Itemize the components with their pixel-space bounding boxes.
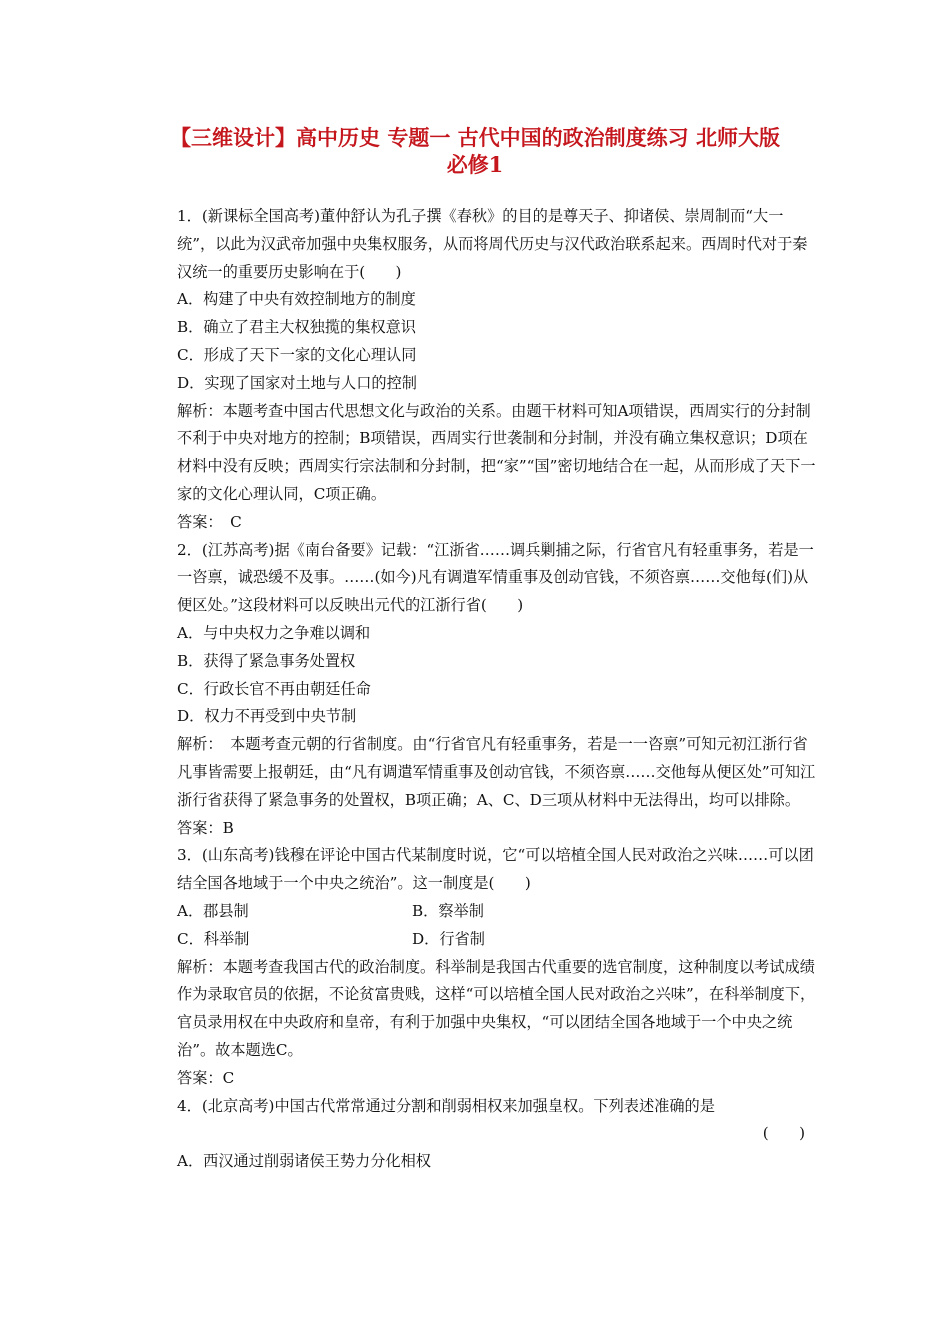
question-1-option-b: B．确立了君主大权独揽的集权意识 bbox=[177, 318, 416, 337]
title-line-2: 必修1 bbox=[446, 152, 504, 177]
question-1-analysis: 解析：本题考查中国古代思想文化与政治的关系。由题干材料可知A项错误，西周实行的分封制不利于中央对地方的控制；B项错误，西周实行世袭制和分封制，并没有确立集权意识；D项在材料中没有反映；西周实行宗法制和分封制，把“家”“国”密切地结合在一起，从而形成了天下一家的文化心理认同，C项正确。 bbox=[177, 401, 816, 503]
question-2-stem: 2．(江苏高考)据《南台备要》记载：“江浙省……调兵剿捕之际，行省官凡有轻重事务，若是一一咨禀，诚恐缓不及事。……(如今)凡有调遣军情重事及创动官钱，不须咨禀……交他每(们)从便区处。”这段材料可以反映出元代的江浙行省( ) bbox=[177, 540, 814, 615]
question-3-option-c: C．科举制 bbox=[177, 929, 250, 948]
question-4-stem: 4．(北京高考)中国古代常常通过分割和削弱相权来加强皇权。下列表述准确的是 bbox=[177, 1096, 715, 1115]
question-2-option-d: D．权力不再受到中央节制 bbox=[177, 707, 357, 726]
question-1-option-c: C．形成了天下一家的文化心理认同 bbox=[177, 345, 417, 364]
document-title bbox=[120, 124, 830, 178]
question-3-option-b: B．察举制 bbox=[412, 901, 484, 920]
title-line-1: 【三维设计】高中历史 专题一 古代中国的政治制度练习 北师大版 bbox=[170, 125, 780, 150]
question-3-option-d: D．行省制 bbox=[412, 929, 485, 948]
question-2-analysis: 解析： 本题考查元朝的行省制度。由“行省官凡有轻重事务，若是一一咨禀”可知元初江浙行省凡事皆需要上报朝廷，由“凡有调遣军情重事及创动官钱，不须咨禀……交他每从便区处”可知江浙行省获得了紧急事务的处置权，B项正确；A、C、D三项从材料中无法得出，均可以排除。 bbox=[177, 735, 816, 809]
question-1-answer: 答案： C bbox=[177, 512, 242, 531]
question-1-stem: 1．(新课标全国高考)董仲舒认为孔子撰《春秋》的目的是尊天子、抑诸侯、崇周制而“大一统”，以此为汉武帝加强中央集权服务，从而将周代历史与汉代政治联系起来。西周时代对于秦汉统一的重要历史影响在于( ) bbox=[177, 207, 808, 281]
document-body bbox=[177, 203, 817, 1176]
question-1-option-a: A．构建了中央有效控制地方的制度 bbox=[177, 290, 416, 309]
question-3-analysis: 解析：本题考查我国古代的政治制度。科举制是我国古代重要的选官制度，这种制度以考试成绩作为录取官员的依据，不论贫富贵贱，这样“可以培植全国人民对政治之兴味”，在科举制度下，官员录用权在中央政府和皇帝，有利于加强中央集权，“可以团结全国各地域于一个中央之统治”。故本题选C。 bbox=[177, 957, 816, 1059]
question-1-option-d: D．实现了国家对土地与人口的控制 bbox=[177, 373, 417, 392]
question-3-option-a: A．郡县制 bbox=[177, 901, 249, 920]
question-4-option-a: A．西汉通过削弱诸侯王势力分化相权 bbox=[177, 1152, 431, 1171]
question-2-option-a: A．与中央权力之争难以调和 bbox=[177, 623, 371, 642]
question-3-options-row-2 bbox=[177, 926, 817, 954]
question-3-stem: 3．(山东高考)钱穆在评论中国古代某制度时说，它“可以培植全国人民对政治之兴味……可以团结全国各地域于一个中央之统治”。这一制度是( ) bbox=[177, 846, 814, 893]
question-4-answer-blank: ( ) bbox=[762, 1124, 805, 1143]
question-2-answer: 答案：B bbox=[177, 818, 234, 837]
question-2-option-b: B．获得了紧急事务处置权 bbox=[177, 651, 356, 670]
question-3-answer: 答案：C bbox=[177, 1068, 235, 1087]
question-3-options-row-1 bbox=[177, 898, 817, 926]
question-2-option-c: C．行政长官不再由朝廷任命 bbox=[177, 679, 371, 698]
